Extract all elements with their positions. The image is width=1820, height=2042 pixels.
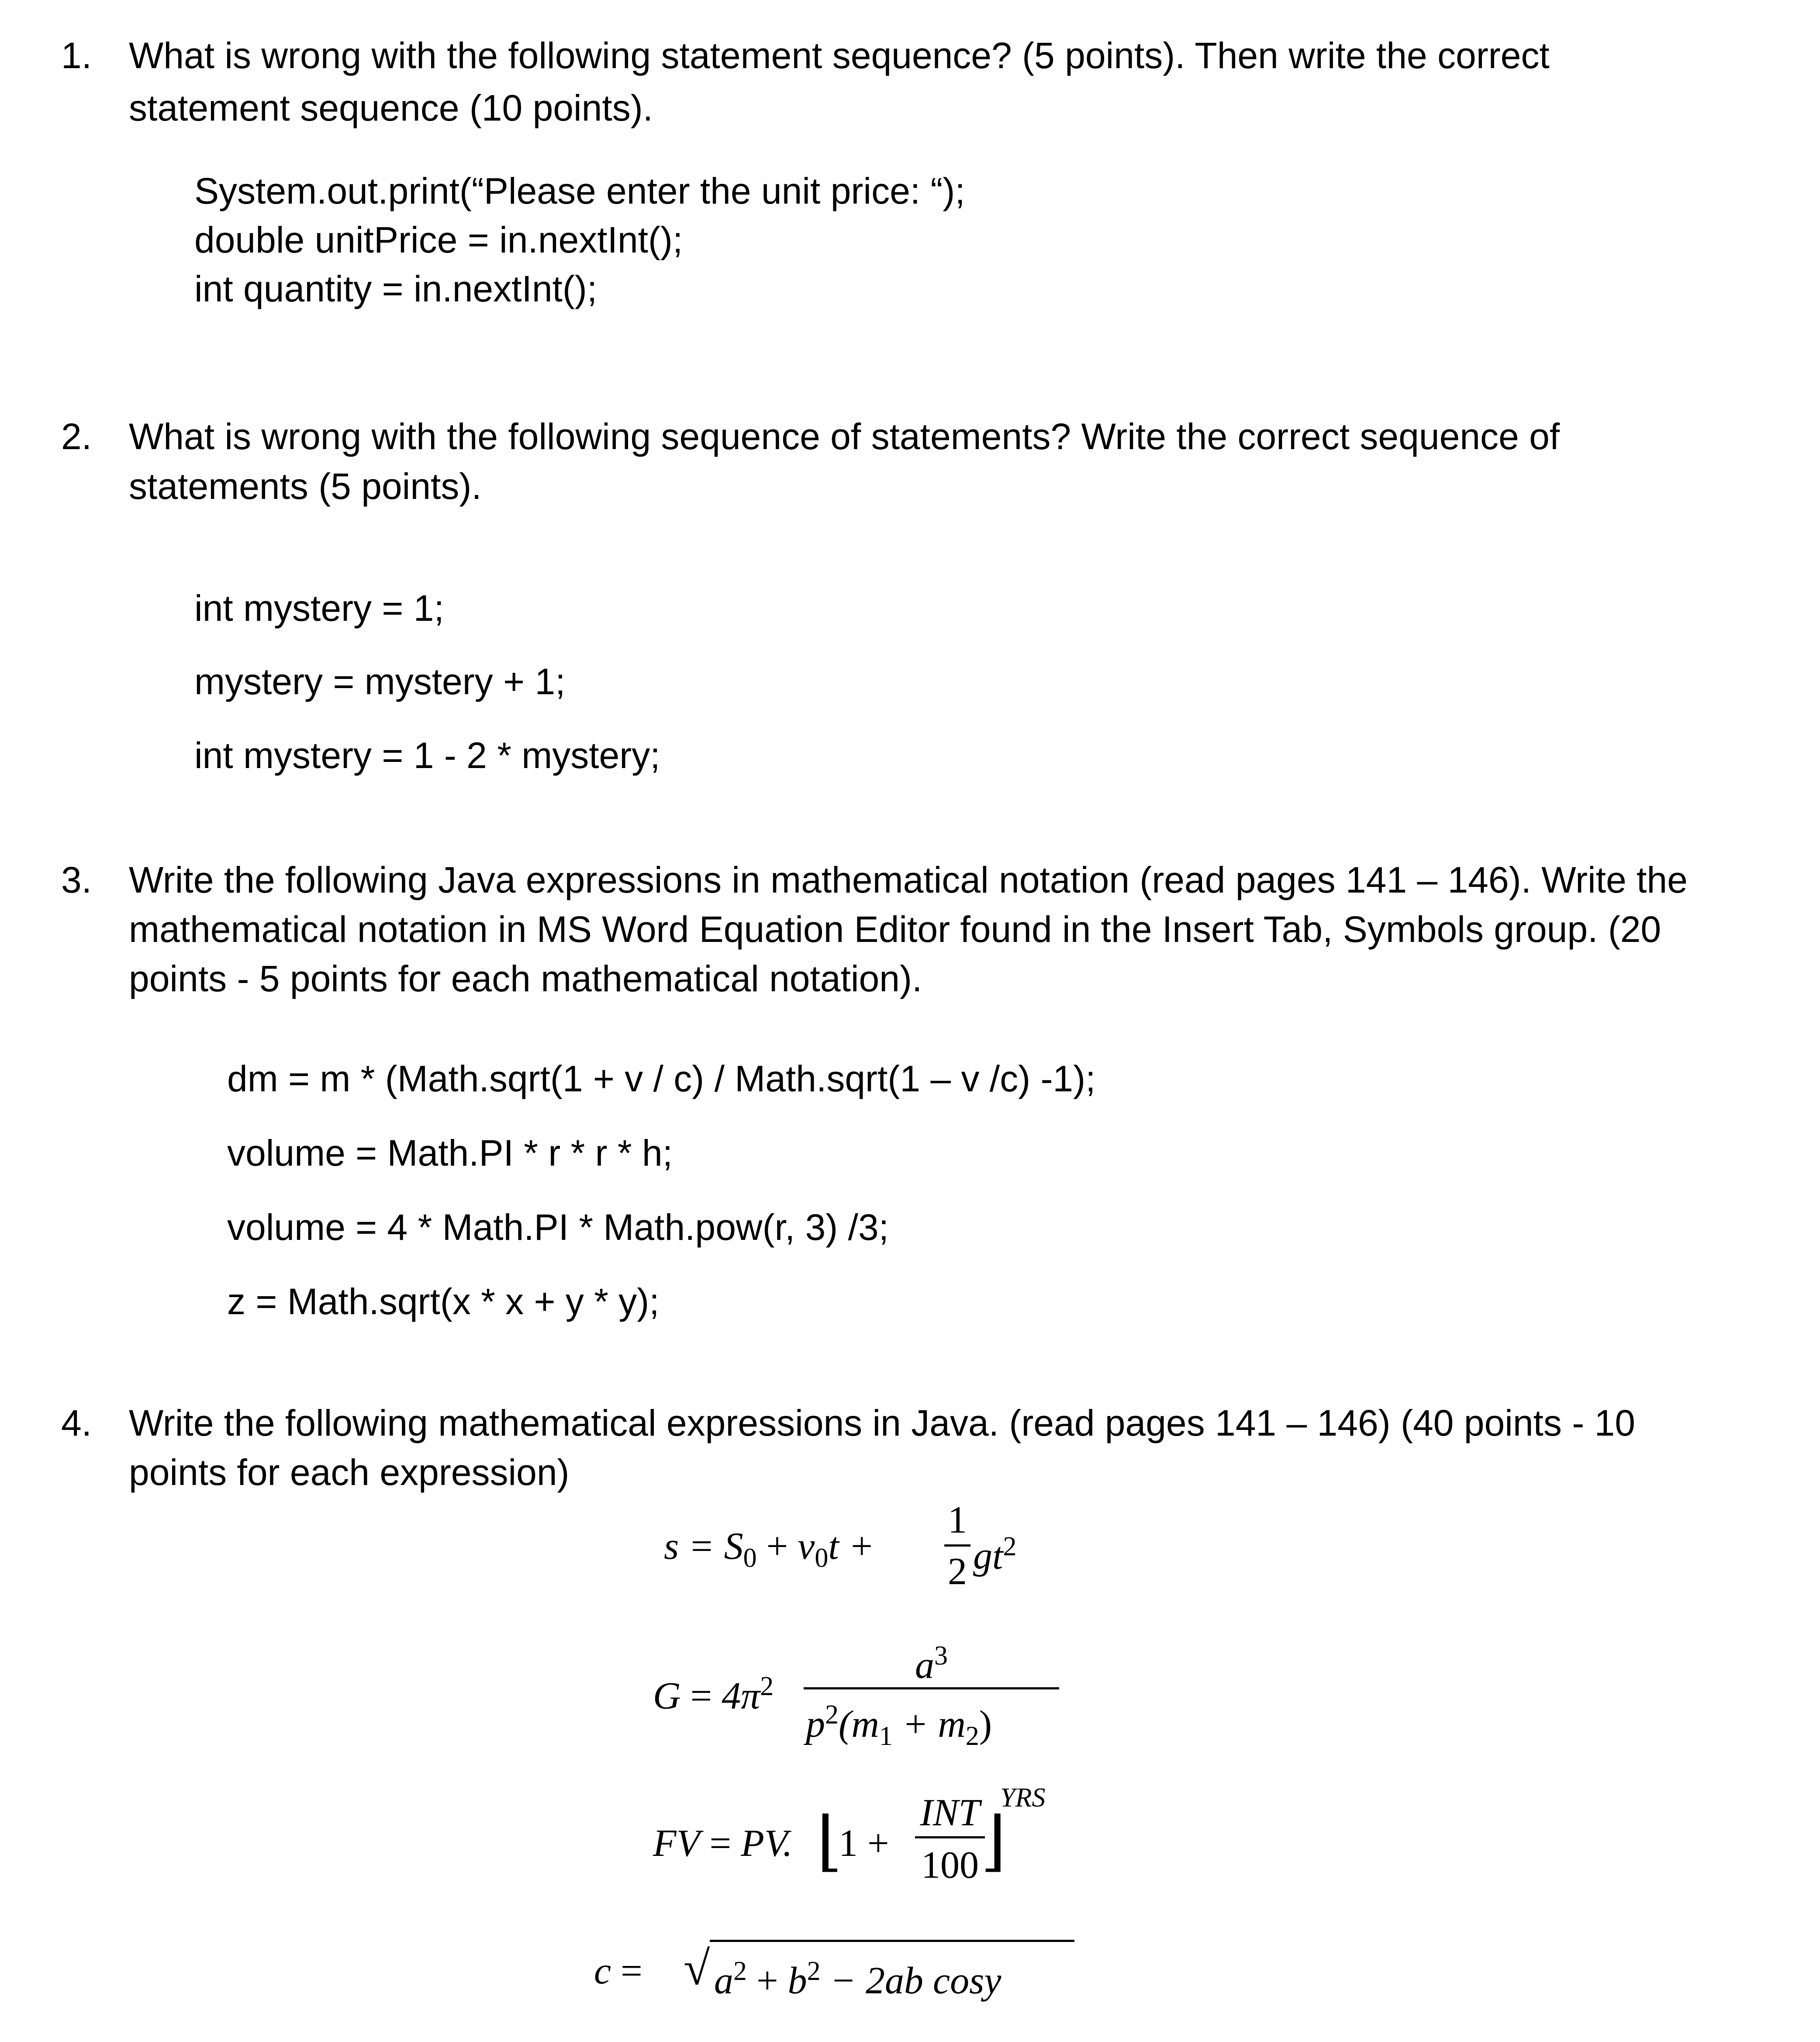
eq2-plus: + m	[892, 1703, 966, 1746]
q4-number: 4.	[61, 1402, 92, 1443]
q1-number: 1.	[61, 35, 92, 76]
q2-code-line3: int mystery = 1 - 2 * mystery;	[194, 735, 660, 776]
eq3-fraction-bar	[915, 1836, 985, 1838]
eq1-fraction-bar	[944, 1544, 970, 1547]
equation-4-lhs	[594, 1949, 642, 1993]
eq1-gt	[973, 1525, 1016, 1578]
q2-number: 2.	[61, 416, 92, 457]
eq1-fraction-denominator: 2	[948, 1551, 967, 1593]
eq3-denominator: 100	[921, 1844, 979, 1886]
eq2-coef-sup: 2	[760, 1672, 774, 1701]
q2-code-line1: int mystery = 1;	[194, 588, 444, 629]
eq2-p: p	[806, 1703, 825, 1746]
eq2-a-sup: 3	[934, 1641, 948, 1671]
q3-text-line2: mathematical notation in MS Word Equation Editor found in the Insert Tab, Symbols group. (20	[129, 909, 1661, 950]
eq1-v-sub: 0	[815, 1543, 829, 1573]
eq2-coef: 4π	[722, 1675, 760, 1717]
eq4-rest: − 2ab cosy	[820, 1959, 1002, 2002]
eq3-eq: =	[700, 1822, 741, 1865]
q3-number: 3.	[61, 859, 92, 900]
eq2-fraction-bar	[804, 1687, 1059, 1689]
q2-text-line1: What is wrong with the following sequence of statements? Write the correct sequence of	[129, 416, 1560, 457]
eq2-p-sup: 2	[825, 1700, 839, 1730]
q2-code-line2: mystery = mystery + 1;	[194, 661, 566, 702]
eq4-eq: =	[611, 1950, 642, 1992]
q1-code-line3: int quantity = in.nextInt();	[194, 268, 597, 309]
q3-code-line3: volume = 4 * Math.PI * Math.pow(r, 3) /3;	[227, 1207, 889, 1248]
eq1-s-sub: 0	[743, 1543, 757, 1573]
eq2-eq: =	[680, 1675, 722, 1717]
eq4-radical-sign: √	[684, 1942, 710, 1995]
eq1-plus: +	[756, 1525, 798, 1568]
eq3-fv: FV	[653, 1822, 700, 1865]
eq3-left-bracket: ⌊	[817, 1805, 843, 1878]
eq4-a: a	[714, 1959, 733, 2002]
equation-2-lhs	[653, 1665, 774, 1718]
eq1-t: t +	[828, 1525, 875, 1568]
eq3-pv: PV.	[741, 1822, 793, 1865]
eq1-v: v	[798, 1525, 815, 1568]
eq4-plus: +	[747, 1959, 788, 2002]
eq2-a: a	[915, 1644, 934, 1687]
q3-text-line3: points - 5 points for each mathematical notation).	[129, 958, 922, 999]
q1-code-line1: System.out.print(“Please enter the unit price: “);	[194, 170, 965, 211]
q3-text-line1: Write the following Java expressions in mathematical notation (read pages 141 – 146). Write the	[129, 859, 1688, 900]
eq2-m1-sub: 1	[879, 1721, 893, 1751]
eq2-g: G	[653, 1675, 681, 1717]
eq2-open: (m	[839, 1703, 879, 1746]
eq1-s: S	[724, 1525, 743, 1568]
eq4-a-sup: 2	[733, 1956, 747, 1986]
eq4-c: c	[594, 1950, 611, 1992]
q4-text-line1: Write the following mathematical expressions in Java. (read pages 141 – 146) (40 points - 10	[129, 1402, 1635, 1443]
eq1-g-sup: 2	[1003, 1532, 1017, 1561]
equation-1	[664, 1525, 874, 1580]
eq4-b: b	[787, 1959, 807, 2002]
eq1-lhs: s =	[664, 1525, 724, 1568]
q1-text-line2: statement sequence (10 points).	[129, 87, 653, 128]
eq3-numerator: INT	[920, 1792, 980, 1834]
eq4-radical-bar	[710, 1940, 1074, 1942]
eq3-exponent: YRS	[1000, 1783, 1046, 1813]
q2-text-line2: statements (5 points).	[129, 466, 482, 507]
equation-3-lhs	[653, 1822, 792, 1865]
eq2-numerator	[804, 1634, 1059, 1687]
eq4-radicand	[714, 1949, 1001, 2003]
eq3-one-plus: 1 +	[839, 1822, 889, 1865]
q4-text-line2: points for each expression)	[129, 1452, 570, 1493]
eq2-denominator	[806, 1693, 992, 1758]
q3-code-line1: dm = m * (Math.sqrt(1 + v / c) / Math.sqrt(1 – v /c) -1);	[227, 1058, 1096, 1099]
eq1-fraction-numerator: 1	[948, 1499, 967, 1541]
q1-text-line1: What is wrong with the following statement sequence? (5 points). Then write the correct	[129, 35, 1550, 76]
eq1-g: gt	[973, 1535, 1003, 1578]
q3-code-line4: z = Math.sqrt(x * x + y * y);	[227, 1281, 660, 1322]
q1-code-line2: double unitPrice = in.nextInt();	[194, 219, 683, 260]
eq3-right-bracket: ⌋	[981, 1805, 1006, 1878]
eq4-b-sup: 2	[807, 1956, 821, 1986]
q3-code-line2: volume = Math.PI * r * r * h;	[227, 1132, 673, 1173]
eq2-m2-sub: 2	[965, 1721, 979, 1751]
eq2-close: )	[979, 1703, 992, 1746]
